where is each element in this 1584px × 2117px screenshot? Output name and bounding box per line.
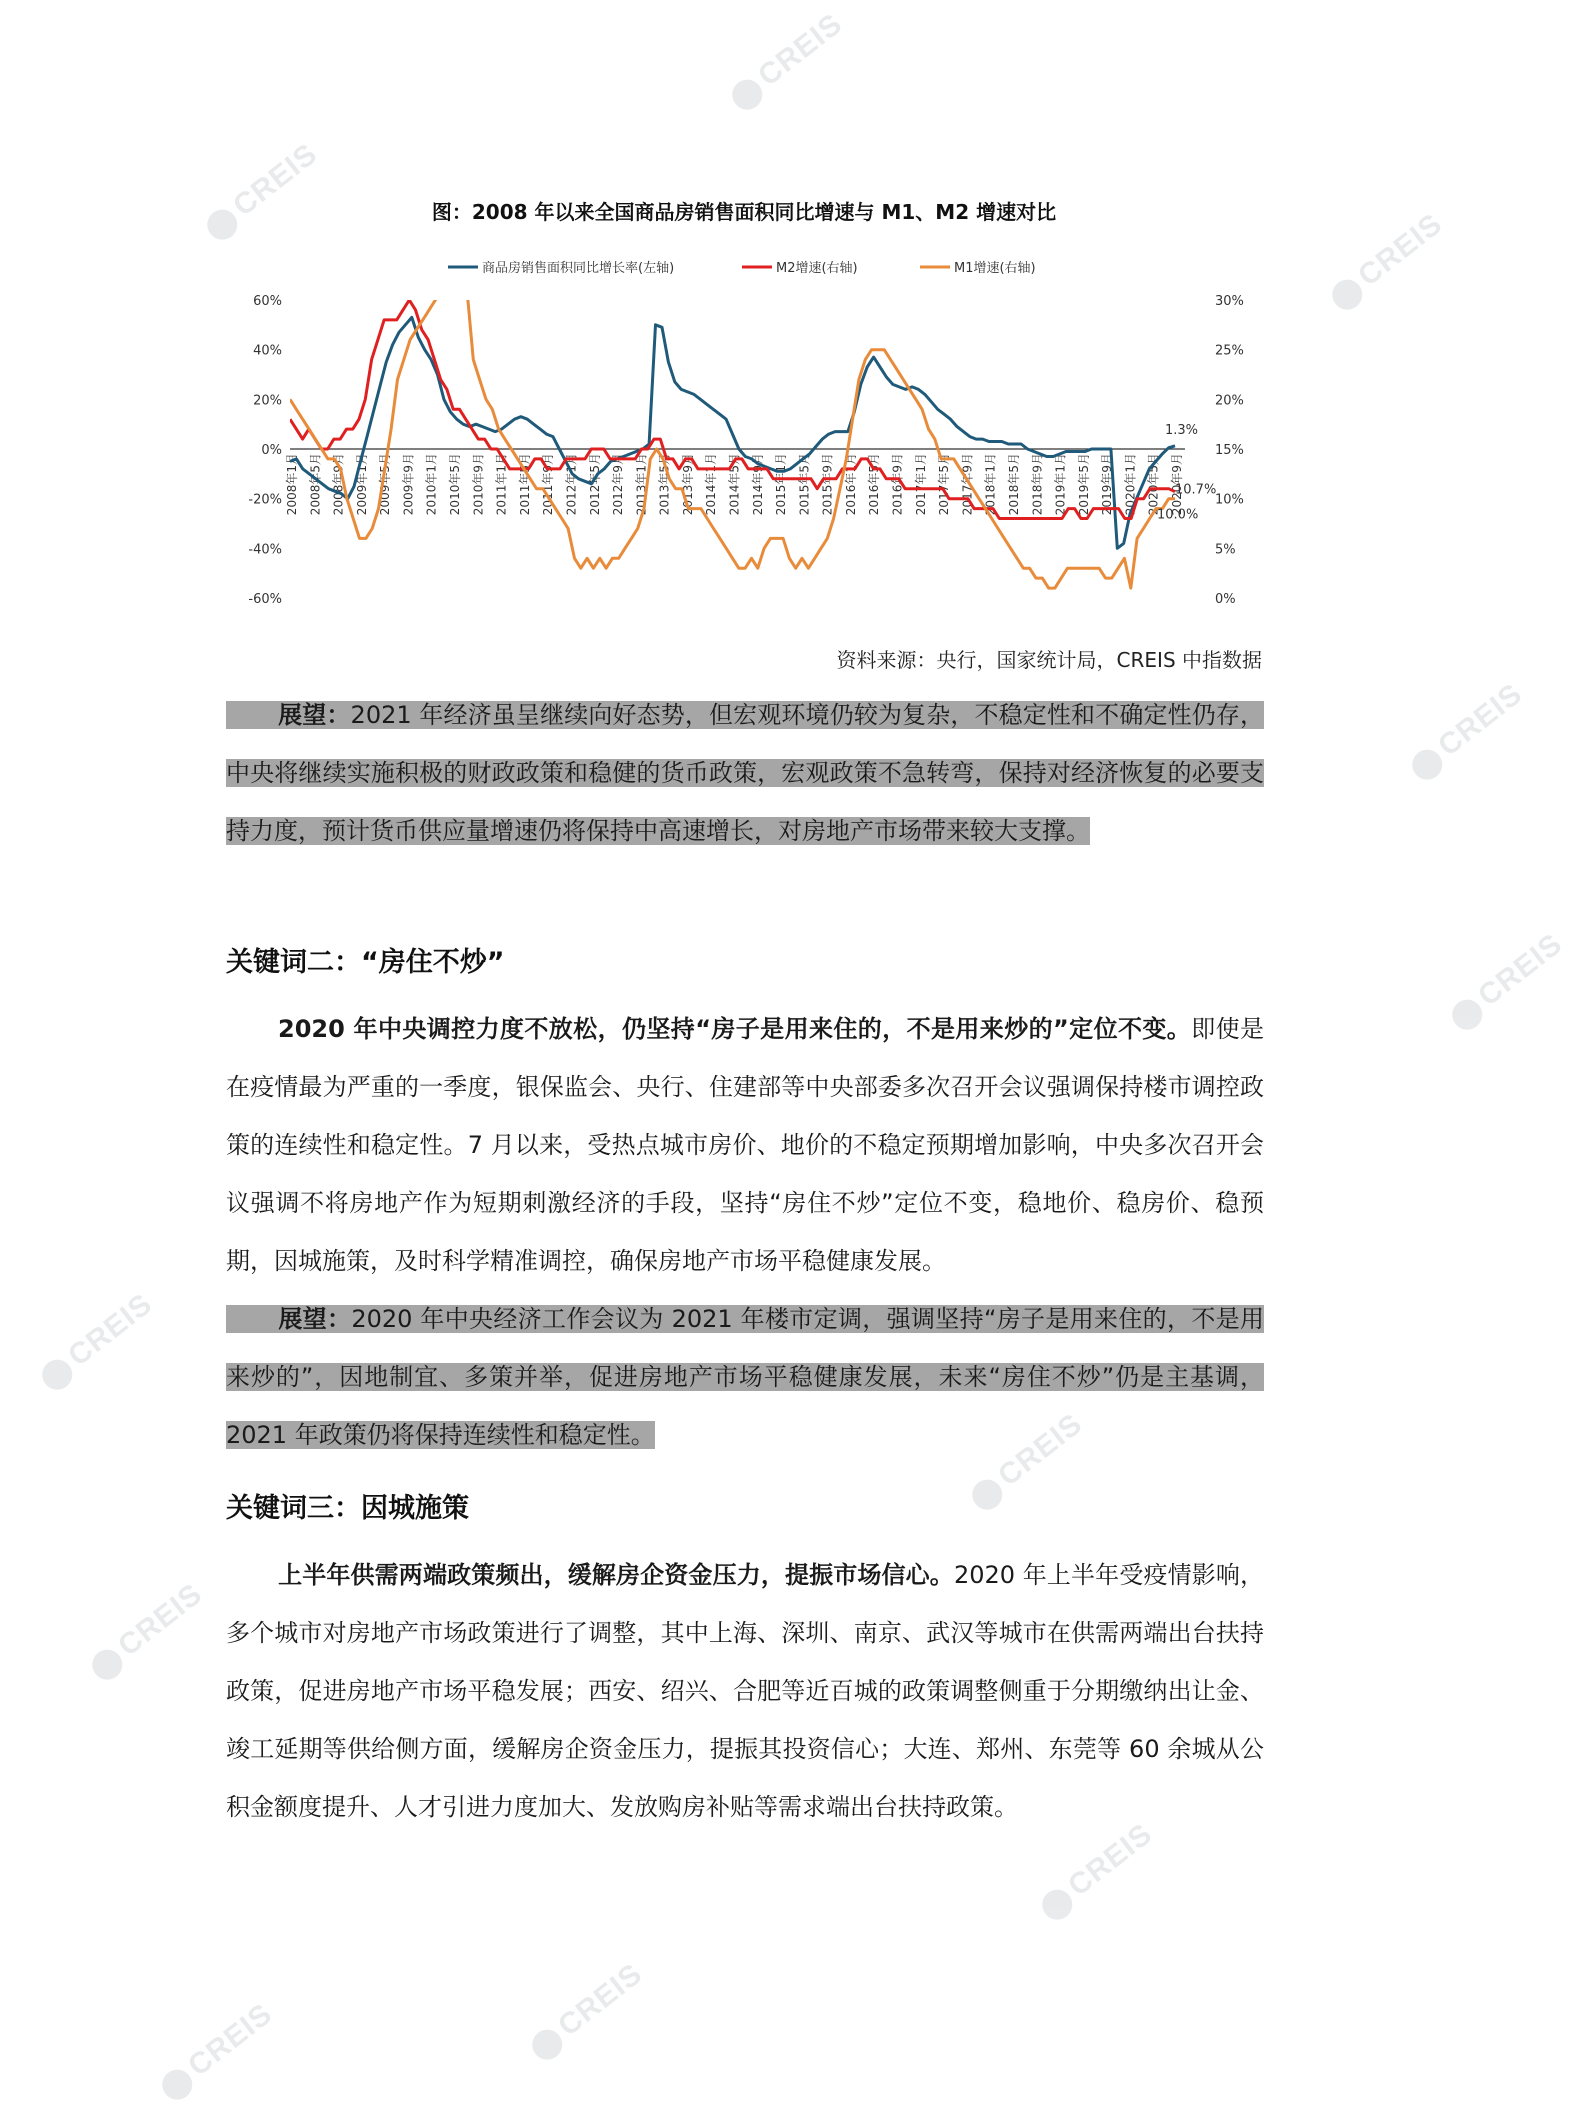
series-line [290,270,1175,588]
line-chart [230,248,1270,628]
x-tick-label: 2013年9月 [680,452,695,516]
watermark-logo: CREIS [26,1273,173,1406]
x-tick-label: 2019年5月 [1076,453,1091,516]
body-text: 即使是在疫情最为严重的一季度，银保监会、央行、住建部等中央部委多次召开会议强调保持楼市调控政策的连续性和稳定性。7 月以来，受热点城市房价、地价的不稳定预期增加影响，中央多次召开会议强调不将房地产作为短期刺激经济的手段，坚持“房住不炒”定位不变，稳地价、稳房价、稳预期，因城施策，及时科学精准调控，确保房地产市场平稳健康发展。 [226,1015,1265,1275]
x-tick-label: 2013年5月 [657,453,672,516]
x-tick-label: 2011年1月 [494,453,509,516]
right-tick-label: 15% [1215,443,1244,458]
watermark-logo: CREIS [1316,193,1463,326]
left-tick-label: -60% [248,592,282,607]
left-tick-label: 60% [253,294,282,309]
annotation-label: 10.0% [1157,507,1199,523]
x-tick-label: 2009年9月 [401,453,416,516]
x-tick-label: 2018年9月 [1030,453,1045,516]
paragraph-city-policy [226,1546,1264,1836]
right-tick-label: 25% [1215,343,1244,359]
x-tick-label: 2017年5月 [937,453,952,516]
x-tick-label: 2019年1月 [1053,453,1068,516]
x-tick-label: 2012年9月 [611,453,626,516]
annotation-label: 10.7% [1175,482,1217,498]
outlook-text: 2020 年中央经济工作会议为 2021 年楼市定调，强调坚持“房子是用来住的，不是用来炒的”，因地制宜、多策并举，促进房地产市场平稳健康发展，未来“房住不炒”仍是主基调，2021 年政策仍将保持连续性和稳定性。 [226,1305,1265,1449]
chart-title: 图：2008 年以来全国商品房销售面积同比增速与 M1、M2 增速对比 [431,200,1057,224]
x-tick-label: 2018年1月 [983,453,998,516]
paragraph-policy [226,1000,1264,1290]
left-tick-label: 20% [253,393,282,409]
right-tick-label: 20% [1215,393,1244,409]
left-tick-label: -40% [248,542,282,558]
left-tick-label: 0% [261,443,282,458]
x-tick-label: 2016年1月 [843,453,858,516]
left-tick-label: -20% [248,492,282,508]
right-tick-label: 10% [1215,492,1244,508]
highlighted-text [226,701,1264,845]
watermark-logo: CREIS [191,123,338,256]
x-tick-label: 2011年5月 [517,453,532,516]
x-tick-label: 2018年5月 [1006,453,1021,516]
x-tick-label: 2020年5月 [1146,453,1161,516]
watermark-logo: CREIS [956,1393,1103,1526]
watermark-logo: CREIS [1396,663,1543,796]
right-tick-label: 30% [1215,294,1244,309]
x-tick-label: 2008年5月 [308,453,323,516]
x-tick-label: 2010年1月 [424,453,439,516]
x-tick-label: 2014年9月 [750,453,765,516]
legend-label: 商品房销售面积同比增长率(左轴) [482,261,675,276]
outlook-text: 2021 年经济虽呈继续向好态势，但宏观环境仍较为复杂，不稳定性和不确定性仍存，中央将继续实施积极的财政政策和稳健的货币政策，宏观政策不急转弯，保持对经济恢复的必要支持力度，预计货币供应量增速仍将保持中高速增长，对房地产市场带来较大支撑。 [226,701,1264,845]
left-tick-label: 40% [253,343,282,359]
x-tick-label: 2017年9月 [960,453,975,516]
watermark-logo: CREIS [76,1563,223,1696]
right-tick-label: 5% [1215,542,1236,558]
outlook-label: 展望： [278,1305,352,1333]
x-tick-label: 2015年1月 [774,453,789,516]
x-tick-label: 2020年9月 [1170,453,1184,516]
paragraph-outlook-1 [226,686,1264,860]
watermark-logo: CREIS [1436,913,1583,1046]
x-tick-label: 2016年9月 [890,453,905,516]
lead-sentence: 2020 年中央调控力度不放松，仍坚持“房子是用来住的，不是用来炒的”定位不变。 [278,1015,1192,1043]
x-tick-label: 2012年5月 [587,453,602,516]
x-tick-label: 2008年1月 [285,453,299,516]
x-tick-label: 2019年9月 [1100,453,1115,516]
x-tick-label: 2015年9月 [820,453,835,516]
x-tick-label: 2011年9月 [541,453,556,516]
x-tick-label: 2014年1月 [704,453,719,516]
body-text: 2020 年上半年受疫情影响，多个城市对房地产市场政策进行了调整，其中上海、深圳、南京、武汉等城市在供需两端出台扶持政策，促进房地产市场平稳发展；西安、绍兴、合肥等近百城的政策调整侧重于分期缴纳出让金、竣工延期等供给侧方面，缓解房企资金压力，提振其投资信心；大连、郑州、东莞等 60 余城从公积金额度提升、人才引进力度加大、发放购房补贴等需求端出台扶持政策。 [226,1561,1264,1821]
right-tick-label: 0% [1215,592,1236,607]
x-tick-label: 2010年5月 [448,453,463,516]
section-heading-2: 关键词二：“房住不炒” [226,947,505,978]
watermark-logo: CREIS [146,1983,293,2116]
x-tick-label: 2009年1月 [354,453,369,516]
lead-sentence: 上半年供需两端政策频出，缓解房企资金压力，提振市场信心。 [278,1561,954,1589]
legend-label: M2增速(右轴) [776,261,858,276]
x-tick-label: 2014年5月 [727,453,742,516]
watermark-logo: CREIS [1026,1803,1173,1936]
watermark-logo: CREIS [716,0,863,127]
x-tick-label: 2016年5月 [867,453,882,516]
x-tick-label: 2012年1月 [564,453,579,516]
highlighted-text [226,1305,1264,1449]
x-tick-label: 2010年9月 [471,453,486,516]
x-tick-label: 2013年1月 [634,453,649,516]
x-tick-label: 2020年1月 [1123,453,1138,516]
paragraph-outlook-2 [226,1290,1264,1464]
x-tick-label: 2008年9月 [331,453,346,516]
watermark-logo: CREIS [516,1943,663,2076]
x-tick-label: 2017年1月 [913,453,928,516]
outlook-label: 展望： [278,701,351,729]
source-note: 资料来源：央行，国家统计局，CREIS 中指数据 [836,648,1262,672]
legend-label: M1增速(右轴) [954,261,1036,276]
section-heading-3: 关键词三：因城施策 [226,1493,469,1524]
annotation-label: 1.3% [1165,422,1199,438]
x-tick-label: 2009年5月 [378,453,393,516]
x-tick-label: 2015年5月 [797,453,812,516]
